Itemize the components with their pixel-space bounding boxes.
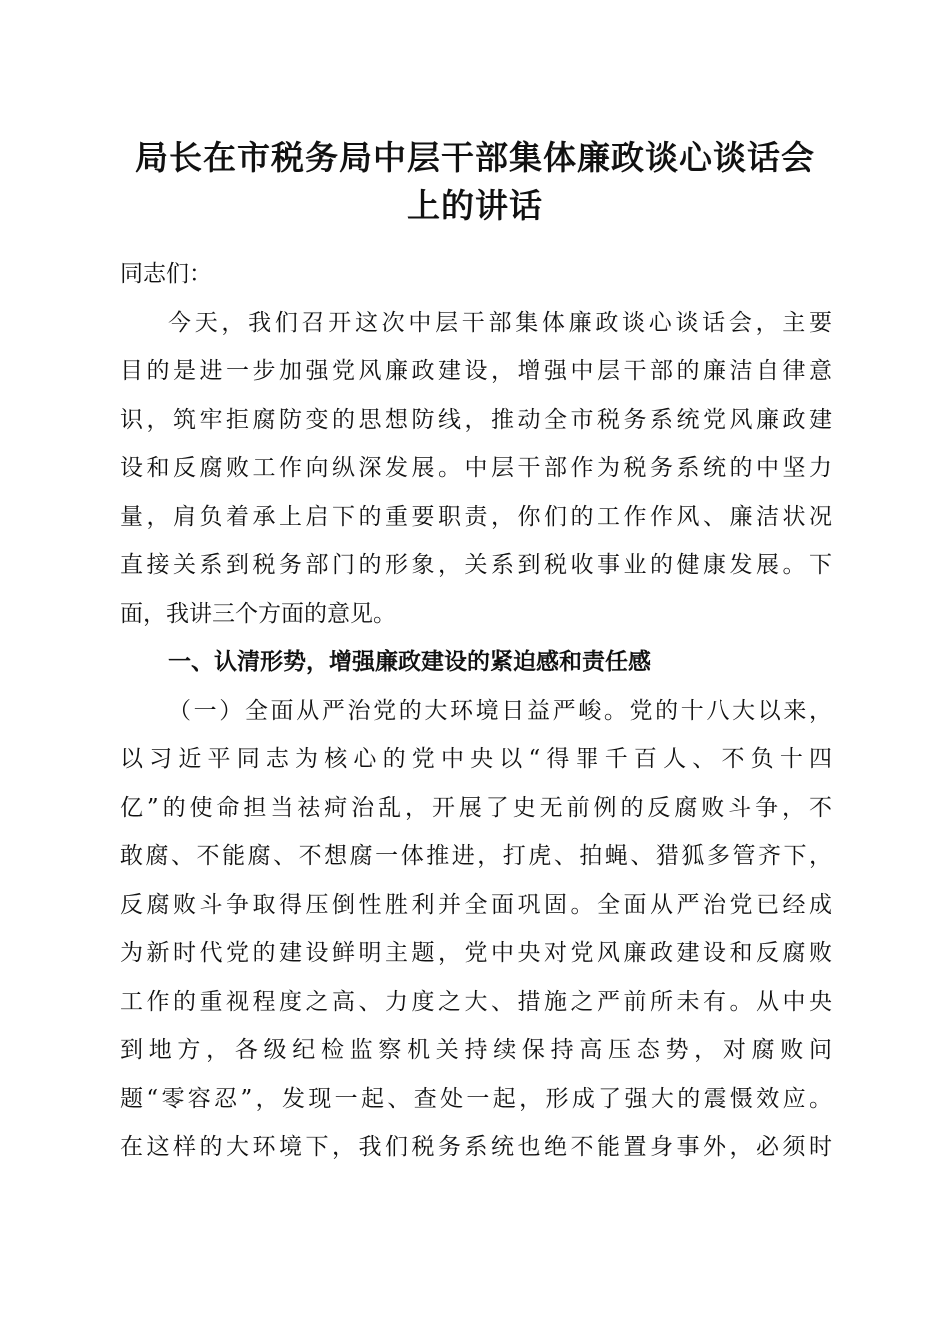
paragraph-line: 识，筑牢拒腐防变的思想防线，推动全市税务系统党风廉政建 [120,406,832,433]
paragraph-line: 设和反腐败工作向纵深发展。中层干部作为税务系统的中坚力 [120,455,832,481]
title-line-1: 局长在市税务局中层干部集体廉政谈心谈话会 [135,138,815,177]
paragraph-line: 到地方，各级纪检监察机关持续保持高压态势，对腐败问 [120,1037,832,1063]
paragraph-line: 目的是进一步加强党风廉政建设，增强中层干部的廉洁自律意 [120,358,832,384]
paragraph-line: 量，肩负着承上启下的重要职责，你们的工作作风、廉洁状况 [120,503,832,530]
paragraph-line: 今天，我们召开这次中层干部集体廉政谈心谈话会，主要 [168,309,832,336]
paragraph-line: 直接关系到税务部门的形象，关系到税收事业的健康发展。下 [120,552,832,578]
paragraph-intro [120,299,832,639]
paragraph-line: 亿”的使命担当祛疴治乱，开展了史无前例的反腐败斗争，不 [120,794,832,821]
paragraph-line: 为新时代党的建设鲜明主题，党中央对党风廉政建设和反腐败 [120,940,832,966]
paragraph-line: 在这样的大环境下，我们税务系统也绝不能置身事外，必须时 [120,1134,832,1160]
paragraph-section-1 [120,687,832,1172]
title-line-2: 上的讲话 [407,186,543,225]
paragraph-line: 以习近平同志为核心的党中央以“得罪千百人、不负十四 [120,746,832,772]
paragraph-line: 敢腐、不能腐、不想腐一体推进，打虎、拍蝇、猎狐多管齐下， [120,843,832,869]
paragraph-line: 反腐败斗争取得压倒性胜利并全面巩固。全面从严治党已经成 [120,891,832,918]
document-body [120,250,832,1172]
paragraph-line: （一）全面从严治党的大环境日益严峻。党的十八大以来， [168,697,832,724]
paragraph-line: 题“零容忍”，发现一起、查处一起，形成了强大的震慑效应。 [120,1085,832,1112]
document-title [100,134,850,230]
section-heading: 一、认清形势，增强廉政建设的紧迫感和责任感 [168,649,651,675]
salutation: 同志们： [120,261,212,287]
paragraph-line: 工作的重视程度之高、力度之大、措施之严前所未有。从中央 [120,988,832,1015]
paragraph-line: 面，我讲三个方面的意见。 [120,600,396,627]
